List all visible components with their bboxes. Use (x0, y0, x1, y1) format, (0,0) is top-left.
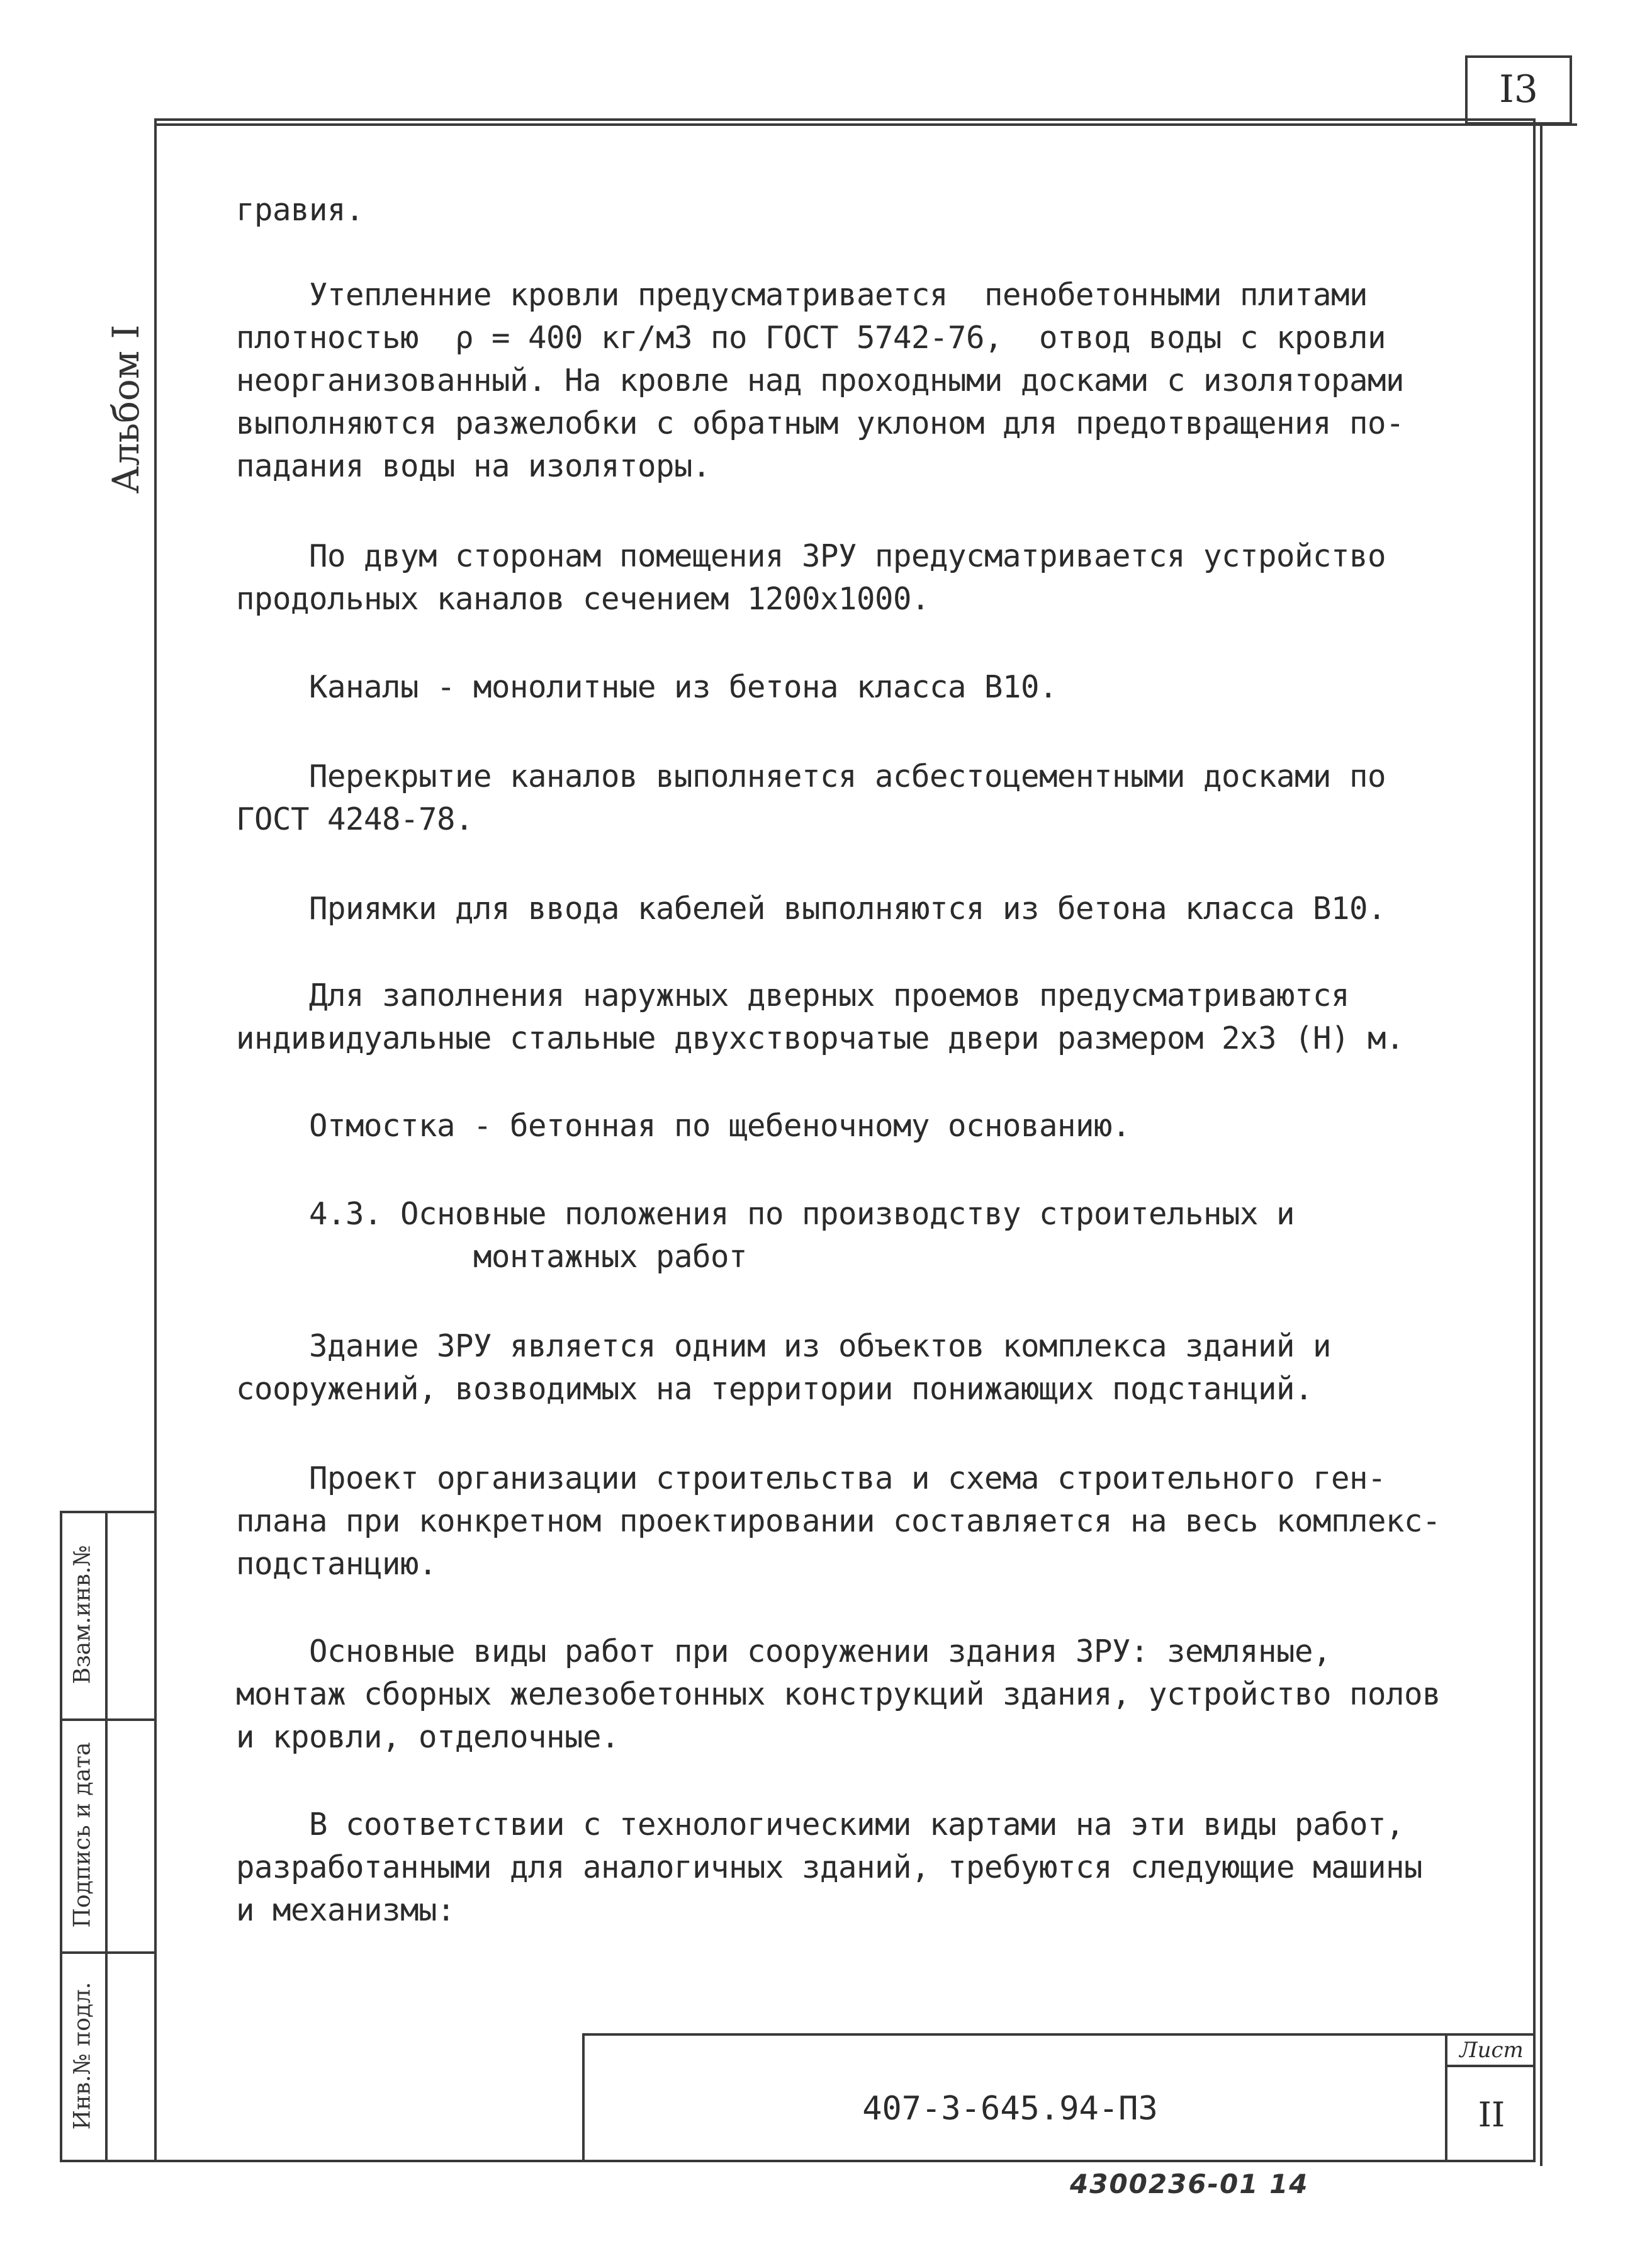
stamp-sign-text: Подпись и дата (69, 1742, 96, 1928)
handwritten-archive-number: 4300236-01 14 (1070, 2169, 1309, 2199)
paragraph: Каналы - монолитные из бетона класса В10. (236, 669, 1058, 705)
page-number-underline (1460, 123, 1577, 126)
document-code: 407-3-645.94-ПЗ (862, 2090, 1158, 2128)
album-label-text: Альбом I (104, 324, 147, 494)
stamp-sign-label (51, 1718, 114, 1951)
stamp-inv-text: Инв.№ подл. (69, 1982, 96, 2130)
paragraph: Проект организации строительства и схема строительного ген- плана при конкретном проектировании составляется на весь комплекс- подстанцию. (236, 1460, 1441, 1582)
stamp-replace-text: Взам.инв.№ (69, 1545, 96, 1684)
paragraph: гравия. (236, 192, 364, 228)
section-heading: 4.3. Основные положения по производству строительных и монтажных работ (309, 1196, 1295, 1275)
paragraph: Основные виды работ при сооружении здания ЗРУ: земляные, монтаж сборных железобетонных конструкций здания, устройство полов и кровли, отделочные. (236, 1633, 1441, 1755)
frame-shadow-top (154, 123, 1539, 126)
paragraph: Утепленние кровли предусматривается пенобетонными плитами плотностью ρ = 400 кг/м3 по ГОСТ 5742-76, отвод воды с кровли неорганизованный. На кровле над проходными досками с изоляторами выполняются разжелобки с обратным уклоном для предотвращения по- падания воды на изоляторы. (236, 277, 1405, 484)
paragraph: В соответствии с технологическими картами на эти виды работ, разработанными для аналогичных зданий, требуются следующие машины и механизмы: (236, 1807, 1423, 1928)
stamp-inv-label (51, 1951, 114, 2160)
album-label (88, 315, 164, 504)
paragraph: Отмостка - бетонная по щебеночному основанию. (236, 1108, 1131, 1144)
frame-shadow-right (1540, 123, 1542, 2166)
stamp-replace-label (51, 1511, 114, 1718)
paragraph: Для заполнения наружных дверных проемов предусматриваются индивидуальные стальные двухстворчатые двери размером 2х3 (Н) м. (236, 978, 1405, 1056)
paragraph: По двум сторонам помещения ЗРУ предусматривается устройство продольных каналов сечением 1200х1000. (236, 538, 1386, 617)
paragraph: Перекрытие каналов выполняется асбестоцементными досками по ГОСТ 4248-78. (236, 759, 1386, 837)
paragraph: Здание ЗРУ является одним из объектов комплекса зданий и сооружений, возводимых на территории понижающих подстанций. (236, 1328, 1332, 1407)
paragraph: Приямки для ввода кабелей выполняются из бетона класса В10. (236, 891, 1386, 927)
stamp-column (60, 1511, 154, 2162)
stamp-line (60, 2160, 154, 2162)
page-number: I3 (1465, 55, 1572, 125)
sheet-number: II (1478, 2095, 1505, 2135)
sheet-label: Лист (1459, 2038, 1524, 2063)
